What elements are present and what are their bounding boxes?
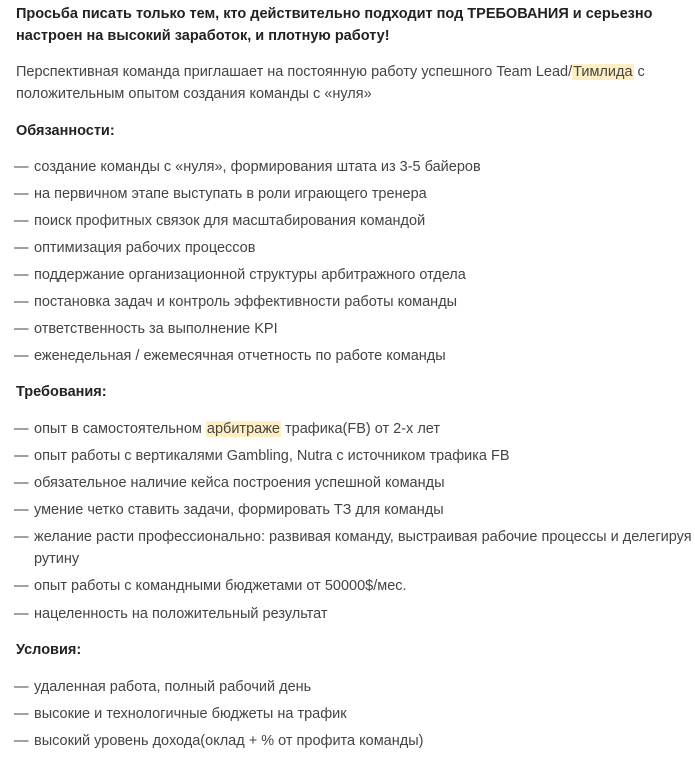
description-text-end: с положительным опытом создания команды с «нуля» [16, 64, 645, 102]
list-item-text: опыт работы с командными бюджетами от 50000$/мес. [34, 578, 407, 594]
dash-marker: — [14, 240, 29, 256]
list-item [14, 345, 692, 367]
list-item [14, 183, 692, 205]
dash-marker: — [14, 321, 29, 337]
dash-marker: — [14, 706, 29, 722]
list-item [14, 499, 692, 521]
list-item [14, 291, 692, 313]
list-item-text [34, 418, 692, 440]
list-item-text: поддержание организационной структуры арбитражного отдела [34, 267, 466, 283]
dash-marker: — [14, 159, 29, 175]
list-item-text: ответственность за выполнение KPI [34, 321, 278, 337]
list-item-text: поиск профитных связок для масштабирования командой [34, 213, 426, 229]
dash-marker: — [14, 348, 29, 364]
list-item-text: опыт работы с вертикалями Gambling, Nutra с источником трафика FB [34, 448, 510, 464]
dash-marker: — [14, 186, 29, 202]
list-item-text: высокий уровень дохода(оклад + % от профита команды) [34, 733, 424, 749]
list-item-text: желание расти профессионально: развивая команду, выстраивая рабочие процессы и делегируя рутину [34, 529, 692, 567]
description-text: Перспективная команда приглашает на постоянную работу успешного Team Lead/ [16, 64, 573, 80]
list-item-text: создание команды с «нуля», формирования штата из 3-5 байеров [34, 159, 481, 175]
dash-marker: — [14, 578, 29, 594]
conditions-heading: Условия: [16, 642, 82, 658]
intro-notice: Просьба писать только тем, кто действительно подходит под ТРЕБОВАНИЯ и серьезно настроен на высокий заработок, и плотную работу! [16, 6, 653, 44]
list-item [14, 318, 692, 340]
list-item-text-start: опыт в самостоятельном [34, 421, 206, 437]
dash-marker: — [14, 213, 29, 229]
list-item-text: удаленная работа, полный рабочий день [34, 679, 312, 695]
list-item [14, 210, 692, 232]
list-item [14, 730, 692, 752]
requirements-heading: Требования: [16, 384, 107, 400]
dash-marker: — [14, 267, 29, 283]
list-item-text: оптимизация рабочих процессов [34, 240, 256, 256]
dash-marker: — [14, 502, 29, 518]
list-item [14, 237, 692, 259]
dash-marker: — [14, 294, 29, 310]
dash-marker: — [14, 679, 29, 695]
list-item-text: обязательное наличие кейса построения успешной команды [34, 475, 445, 491]
list-item-text: на первичном этапе выступать в роли играющего тренера [34, 186, 427, 202]
list-item [14, 445, 692, 467]
list-item-text: высокие и технологичные бюджеты на трафик [34, 706, 347, 722]
list-item [14, 264, 692, 286]
list-item [14, 526, 692, 570]
list-item [14, 676, 692, 698]
highlighted-keyword: арбитраже [206, 421, 280, 437]
list-item-text: нацеленность на положительный результат [34, 606, 328, 622]
list-item-text: постановка задач и контроль эффективности работы команды [34, 294, 458, 310]
dash-marker: — [14, 421, 29, 437]
list-item [14, 156, 692, 178]
list-item-text-end: трафика(FB) от 2-х лет [280, 421, 441, 437]
list-item [14, 703, 692, 725]
highlighted-keyword: Тимлида [573, 64, 633, 80]
dash-marker: — [14, 448, 29, 464]
list-item [14, 603, 692, 625]
list-item [14, 472, 692, 494]
dash-marker: — [14, 733, 29, 749]
vacancy-description [16, 61, 691, 105]
list-item-text: умение четко ставить задачи, формировать ТЗ для команды [34, 502, 444, 518]
dash-marker: — [14, 475, 29, 491]
list-item-text: еженедельная / ежемесячная отчетность по работе команды [34, 348, 446, 364]
dash-marker: — [14, 529, 29, 545]
dash-marker: — [14, 606, 29, 622]
responsibilities-heading: Обязанности: [16, 123, 115, 139]
list-item [14, 418, 692, 440]
list-item [14, 575, 692, 597]
